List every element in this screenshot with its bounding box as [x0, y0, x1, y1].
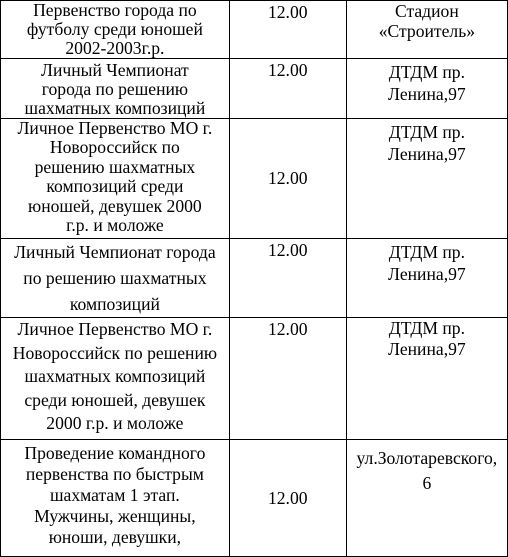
event-line: первенства по быстрым — [25, 464, 204, 484]
event-line: Личный Чемпионат города — [14, 242, 216, 262]
place-cell — [346, 1, 507, 59]
event-line: Личное Первенство МО г. — [17, 319, 213, 339]
event-line: Проведение командного — [24, 443, 206, 463]
place-line: Ленина,97 — [388, 339, 466, 359]
event-cell — [1, 440, 230, 557]
place-line: ДТДМ пр. — [388, 318, 465, 338]
event-line: решению шахматных — [34, 156, 196, 177]
event-cell — [1, 59, 230, 119]
place-cell — [346, 59, 507, 119]
time-cell — [229, 440, 346, 557]
time-value: 12.00 — [267, 60, 308, 80]
place-line: Ленина,97 — [388, 144, 466, 164]
time-value: 12.00 — [267, 168, 308, 188]
place-line: Стадион — [394, 1, 459, 21]
event-line: города по решению — [41, 79, 189, 99]
time-value: 12.00 — [267, 319, 308, 339]
place-line: ДТДМ пр. — [388, 62, 465, 82]
event-line: шахматам 1 этап. — [49, 485, 180, 505]
table-row — [1, 119, 508, 239]
event-line: композиций — [69, 294, 160, 314]
event-line: Личный Чемпионат — [41, 60, 189, 80]
time-cell — [229, 1, 346, 59]
event-line: г.р. и моложе — [66, 215, 164, 236]
event-line: композиций среди — [46, 176, 184, 197]
event-line: Первенство города по — [33, 0, 197, 20]
place-cell — [346, 440, 507, 557]
time-cell — [229, 59, 346, 119]
place-cell — [346, 119, 507, 239]
event-line: шахматных композиций — [24, 366, 206, 386]
event-cell — [1, 318, 230, 440]
event-line: юношей, девушек 2000 — [28, 195, 202, 216]
event-line: 2000 г.р. и моложе — [46, 413, 184, 433]
event-line: 2002-2003г.р. — [65, 38, 165, 58]
event-line: Новороссийск по — [49, 137, 180, 158]
event-line: среди юношей, девушек — [24, 389, 206, 410]
time-cell — [229, 318, 346, 440]
event-line: Новороссийск по решению — [12, 342, 218, 363]
time-cell — [229, 239, 346, 318]
place-cell — [346, 239, 507, 318]
place-line: ДТДМ пр. — [388, 242, 465, 262]
place-line: Ленина,97 — [388, 84, 466, 104]
place-line: «Строитель» — [378, 21, 476, 41]
event-cell — [1, 1, 230, 59]
event-line: шахматных композиций — [24, 98, 206, 118]
place-line: Ленина,97 — [388, 264, 466, 284]
event-line: юноши, девушки, — [48, 527, 182, 547]
event-line: футболу среди юношей — [26, 19, 203, 39]
place-cell — [346, 318, 507, 440]
place-line: 6 — [422, 473, 432, 493]
table-row — [1, 1, 508, 59]
event-cell — [1, 239, 230, 318]
event-line: по решению шахматных — [23, 268, 207, 288]
event-line: Личное Первенство МО г. — [17, 118, 213, 138]
time-value: 12.00 — [267, 487, 308, 508]
time-cell — [229, 119, 346, 239]
event-line: Мужчины, женщины, — [34, 506, 196, 526]
time-value: 12.00 — [267, 240, 308, 260]
event-cell — [1, 119, 230, 239]
table-row — [1, 440, 508, 557]
place-line: ул.Золотаревского, — [356, 448, 498, 468]
time-value: 12.00 — [267, 2, 308, 22]
table-row — [1, 318, 508, 440]
place-line: ДТДМ пр. — [388, 122, 465, 142]
table-row — [1, 59, 508, 119]
table-row — [1, 239, 508, 318]
